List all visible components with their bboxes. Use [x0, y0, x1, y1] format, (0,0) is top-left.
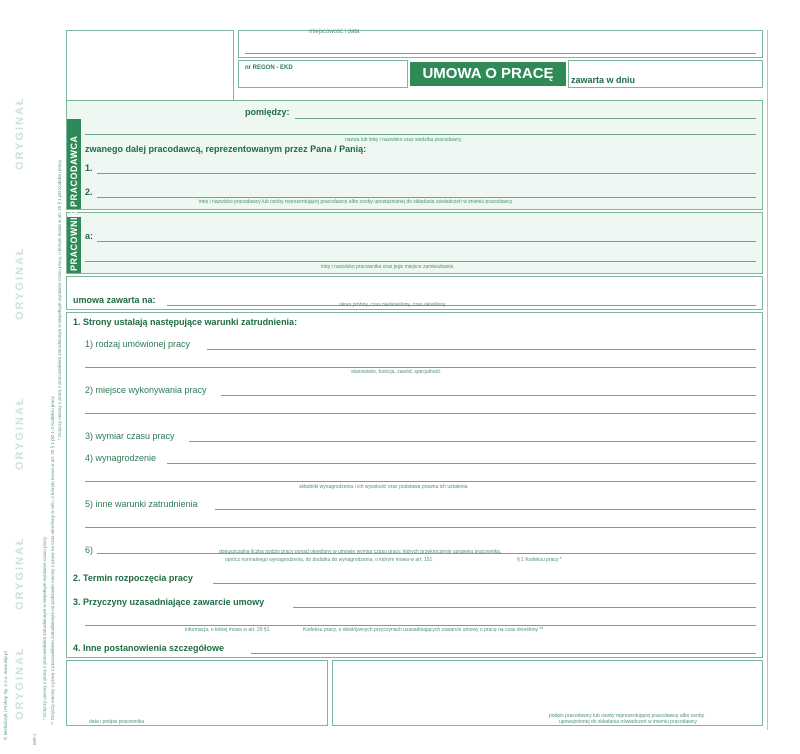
employer-signature-caption-2: upoważnionej do składania oświadczeń w imieniu pracodawcy: [559, 719, 697, 725]
rep2-field[interactable]: [97, 197, 756, 198]
reasons-field[interactable]: [293, 607, 756, 608]
publisher: © Michalczyk i Prokop Sp. z o.o. www.mip.pl: [3, 651, 8, 740]
condition-1-field[interactable]: [207, 349, 756, 350]
employee-signature-box[interactable]: [66, 660, 328, 726]
employee-section: [66, 212, 763, 274]
regon-box[interactable]: [238, 60, 408, 88]
employer-tab: PRACODAWCA: [67, 119, 81, 209]
employee-signature-caption: data i podpis pracownika: [89, 719, 145, 725]
employer-caption: nazwa lub imię i nazwisko oraz siedziba pracodawcy: [345, 137, 462, 143]
document-title: UMOWA O PRACĘ: [410, 62, 566, 86]
watermark-2: ORYGINAŁ: [14, 246, 26, 320]
condition-4-label: 4) wynagrodzenie: [85, 453, 157, 463]
employer-section: [66, 100, 763, 210]
start-label: 2. Termin rozpoczęcia pracy: [73, 573, 193, 583]
reasons-caption: informacja, o której mowa w art. 29 §1: [185, 627, 270, 633]
condition-4-caption: składniki wynagrodzenia i ich wysokość oraz podstawa prawna ich ustalenia: [299, 484, 468, 490]
employee-caption: imię i nazwisko pracownika oraz jego miejsce zamieszkania: [321, 264, 454, 270]
condition-6-caption-1: dopuszczalna liczba godzin pracy ponad określony w umowie wymiar czasu pracy, których przekroczenie uprawnia pracownika,: [219, 549, 502, 555]
watermark-5: ORYGINAŁ: [14, 646, 26, 720]
employer-signature-caption-1: podpis pracodawcy lub osoby reprezentującej pracodawcę albo osoby: [549, 713, 705, 719]
reasons-caption-2: Kodeksu pracy, o obiektywnych przyczynach uzasadniających zawarcie umowy o pracę na czas określony **: [303, 627, 544, 633]
represented-label: zwanego dalej pracodawcą, reprezentowanym przez Pana / Panią:: [85, 144, 367, 154]
condition-6-caption-3: § 1 Kodeksu pracy *: [517, 557, 562, 563]
condition-4-field[interactable]: [167, 463, 756, 464]
rep1-field[interactable]: [97, 173, 756, 174]
footnote-left-2: ** Dotyczy umowy o pracę z pracownikiem zatrudnionym na podstawie umowy o pracę na czas określony w celu, o którym mowa w art. 25 § 1 pkt 1-3 Kodeksu pracy: [50, 396, 55, 725]
condition-2-field[interactable]: [221, 395, 756, 396]
employee-name-field[interactable]: [97, 241, 756, 242]
place-date-box[interactable]: [238, 30, 763, 58]
condition-5-label: 5) inne warunki zatrudnienia: [85, 499, 198, 509]
concluded-label: zawarta w dniu: [571, 75, 636, 85]
form-code: 500-1: [32, 733, 37, 745]
between-label: pomiędzy:: [245, 107, 290, 117]
other-field[interactable]: [251, 653, 756, 654]
start-field[interactable]: [213, 583, 756, 584]
footnote-right: * Dotyczy umowy o pracę z pracownikiem zatrudnionym w niepełnym wymiarze czasu pracy, o którym mowa w art. 25 § 1 pkt Kodeksu pracy: [57, 159, 62, 440]
condition-6-label: 6): [85, 545, 94, 555]
rep2-label: 2.: [85, 187, 93, 197]
employee-address-field[interactable]: [85, 261, 756, 262]
watermark-3: ORYGINAŁ: [14, 396, 26, 470]
regon-label: nr REGON - EKD: [245, 65, 293, 71]
employee-tab: PRACOWNIK: [69, 210, 79, 271]
conditions-box: [66, 312, 763, 658]
condition-1-label: 1) rodzaj umówionej pracy: [85, 339, 191, 349]
footnote-left: * Dotyczy umowy o pracę z pracownikiem zatrudnionym w niepełnym wymiarze czasu pracy: [42, 536, 47, 720]
condition-6-caption-2: oprócz normalnego wynagrodzenia, do dodatku do wynagrodzenia, o którym mowa w art. 151: [225, 557, 433, 563]
conditions-label: 1. Strony ustalają następujące warunki zatrudnienia:: [73, 317, 298, 327]
contract-type-label: umowa zawarta na:: [73, 295, 156, 305]
condition-3-field[interactable]: [189, 441, 756, 442]
reasons-label: 3. Przyczyny uzasadniające zawarcie umowy: [73, 597, 265, 607]
a-label: a:: [85, 231, 94, 241]
watermark-1: ORYGINAŁ: [14, 96, 26, 170]
rep-caption: imię i nazwisko pracodawcy lub osoby reprezentującej pracodawcę albo osoby upoważnionej do składania oświadczeń w imieniu pracodawcy: [199, 199, 513, 205]
condition-2-label: 2) miejsce wykonywania pracy: [85, 385, 207, 395]
condition-5-field[interactable]: [215, 509, 756, 510]
condition-3-label: 3) wymiar czasu pracy: [85, 431, 175, 441]
place-date-label: miejscowość i data: [309, 29, 360, 35]
rep1-label: 1.: [85, 163, 93, 173]
contract-type-box: [66, 276, 763, 310]
contract-type-field[interactable]: [167, 305, 756, 306]
contract-type-caption: okres próbny, czas nieokreślony, czas określony: [339, 302, 446, 308]
watermark-4: ORYGINAŁ: [14, 536, 26, 610]
left-margin: [0, 20, 60, 745]
other-label: 4. Inne postanowienia szczegółowe: [73, 643, 225, 653]
concluded-date-box[interactable]: [568, 60, 763, 88]
employer-signature-box[interactable]: [332, 660, 763, 726]
condition-1-caption: stanowisko, funkcja, zawód, specjalność: [351, 369, 441, 375]
